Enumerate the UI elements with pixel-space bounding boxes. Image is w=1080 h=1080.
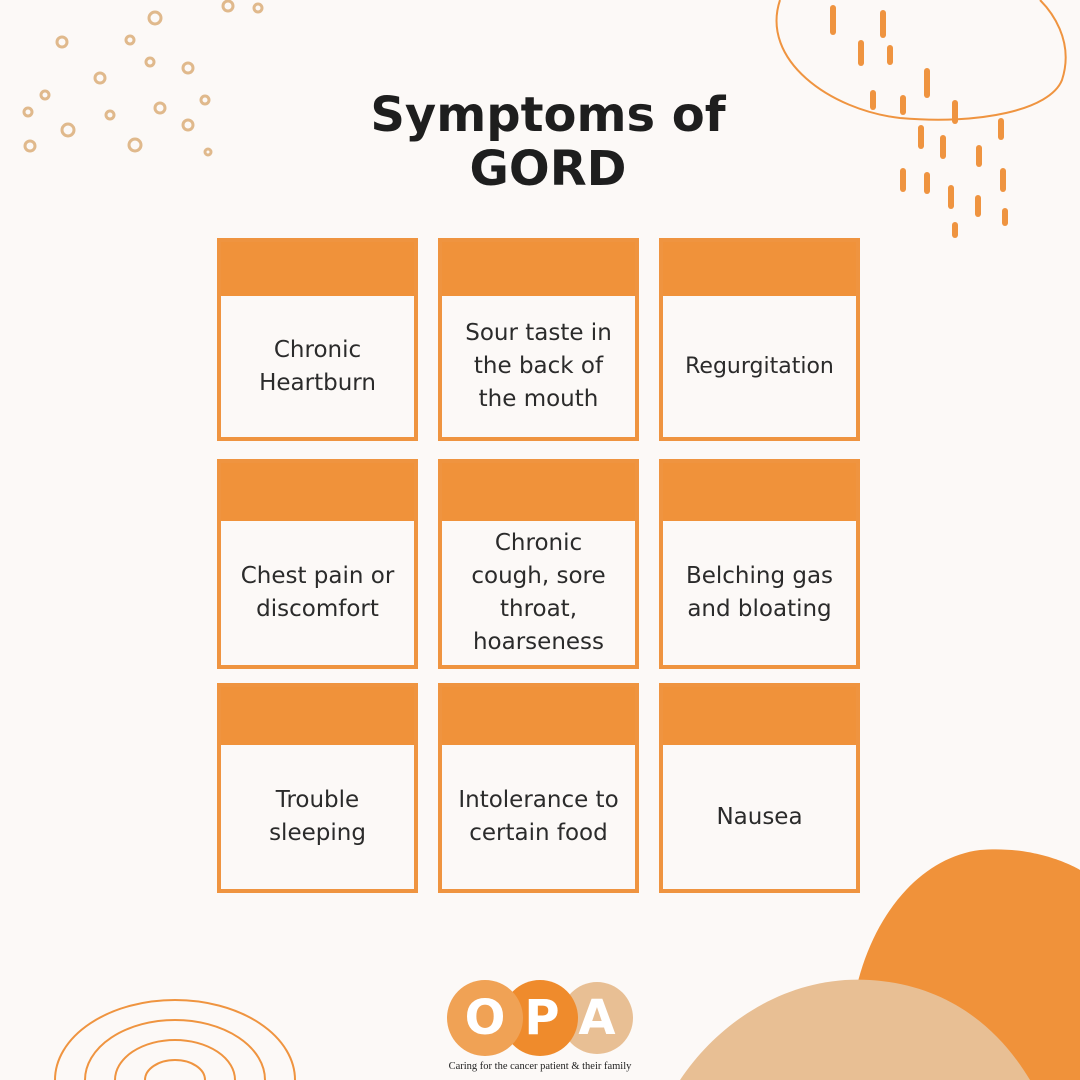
symptom-card <box>438 459 639 669</box>
symptom-card <box>659 238 860 441</box>
symptom-label: Sour taste in the back of the mouth <box>465 320 612 412</box>
card-header <box>442 687 635 745</box>
card-header <box>221 463 414 521</box>
symptom-label: Regurgitation <box>685 354 834 379</box>
title-line-2: GORD <box>469 141 627 197</box>
card-header <box>663 687 856 745</box>
card-header <box>221 687 414 745</box>
symptom-card <box>659 459 860 669</box>
opa-logo-mark <box>445 978 635 1058</box>
card-header <box>663 463 856 521</box>
svg-text:A: A <box>578 990 616 1046</box>
symptom-card <box>217 459 418 669</box>
symptom-label: Chest pain or discomfort <box>240 563 395 622</box>
opa-logo <box>445 978 635 1078</box>
symptom-label: Chronic cough, sore throat, hoarseness <box>471 530 606 655</box>
page-title <box>0 88 1080 196</box>
title-line-1: Symptoms of <box>370 87 726 143</box>
symptom-label: Trouble sleeping <box>269 787 366 846</box>
svg-text:P: P <box>524 990 560 1046</box>
card-header <box>442 242 635 296</box>
symptom-label: Nausea <box>716 803 803 830</box>
svg-text:O: O <box>464 990 506 1046</box>
symptom-card <box>217 683 418 893</box>
card-header <box>663 242 856 296</box>
card-header <box>221 242 414 296</box>
rings-decoration <box>55 1000 295 1080</box>
symptom-card <box>438 238 639 441</box>
symptom-card <box>438 683 639 893</box>
symptom-card <box>659 683 860 893</box>
symptom-card <box>217 238 418 441</box>
card-header <box>442 463 635 521</box>
symptom-label: Chronic Heartburn <box>259 336 376 396</box>
logo-tagline: Caring for the cancer patient & their family <box>448 1061 632 1072</box>
symptom-label: Belching gas and bloating <box>685 563 834 622</box>
symptom-label: Intolerance to certain food <box>458 787 619 846</box>
